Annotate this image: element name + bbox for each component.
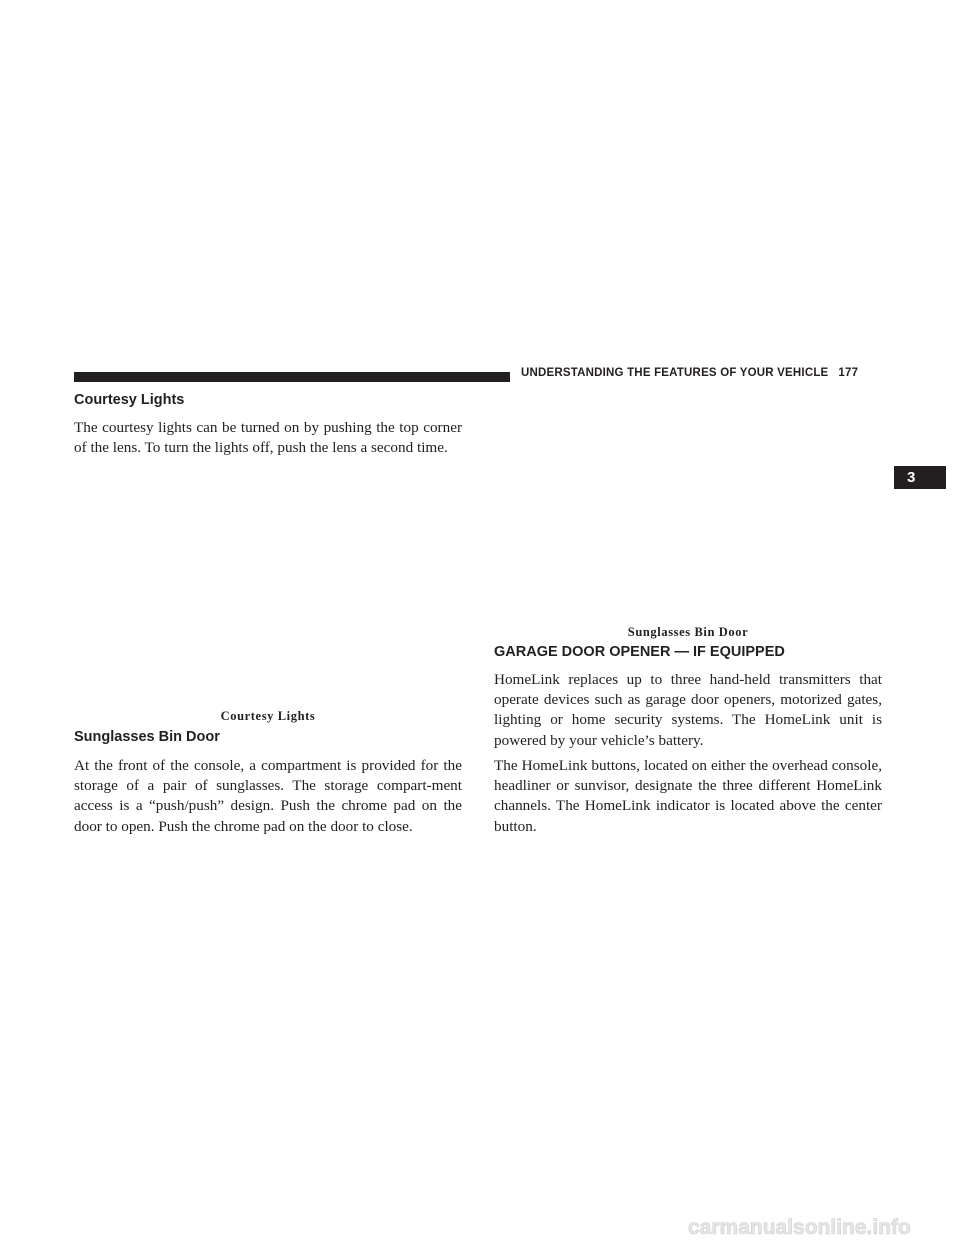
heading-sunglasses-bin-door: Sunglasses Bin Door (74, 729, 220, 745)
section-title: UNDERSTANDING THE FEATURES OF YOUR VEHICLE (521, 367, 829, 379)
heading-garage-door-opener: GARAGE DOOR OPENER — IF EQUIPPED (494, 644, 785, 660)
courtesy-lights-caption: Courtesy Lights (220, 709, 316, 723)
garage-door-paragraph-1: HomeLink replaces up to three hand-held transmitters that operate devices such as garage door openers, motorized gates, lighting or home security systems. The HomeLink unit is powered by your vehicle’s battery. (494, 671, 882, 749)
garage-door-paragraph-2: The HomeLink buttons, located on either the overhead console, headliner or sunvisor, designate the three different HomeLink channels. The HomeLink indicator is located above the center button. (494, 757, 882, 835)
sunglasses-bin-body: At the front of the console, a compartment is provided for the storage of a pair of sunglasses. The storage compart-ment access is a “push/push” design. Push the chrome pad on the door to open. Push the chrome pad on the door to close. (74, 757, 462, 835)
watermark-logo (684, 1212, 960, 1242)
header-rule (74, 372, 510, 382)
sunglasses-bin-figure (494, 392, 882, 620)
sunglasses-bin-caption: Sunglasses Bin Door (627, 625, 749, 639)
running-header (521, 367, 858, 379)
svg-text:carmanualsonline.info: carmanualsonline.info (688, 1216, 911, 1239)
page-number: 177 (838, 367, 859, 379)
courtesy-lights-figure (74, 490, 462, 705)
chapter-tab: 3 (894, 466, 946, 489)
courtesy-lights-body: The courtesy lights can be turned on by pushing the top corner of the lens. To turn the lights off, push the lens a second time. (74, 419, 462, 457)
heading-courtesy-lights: Courtesy Lights (74, 392, 185, 408)
